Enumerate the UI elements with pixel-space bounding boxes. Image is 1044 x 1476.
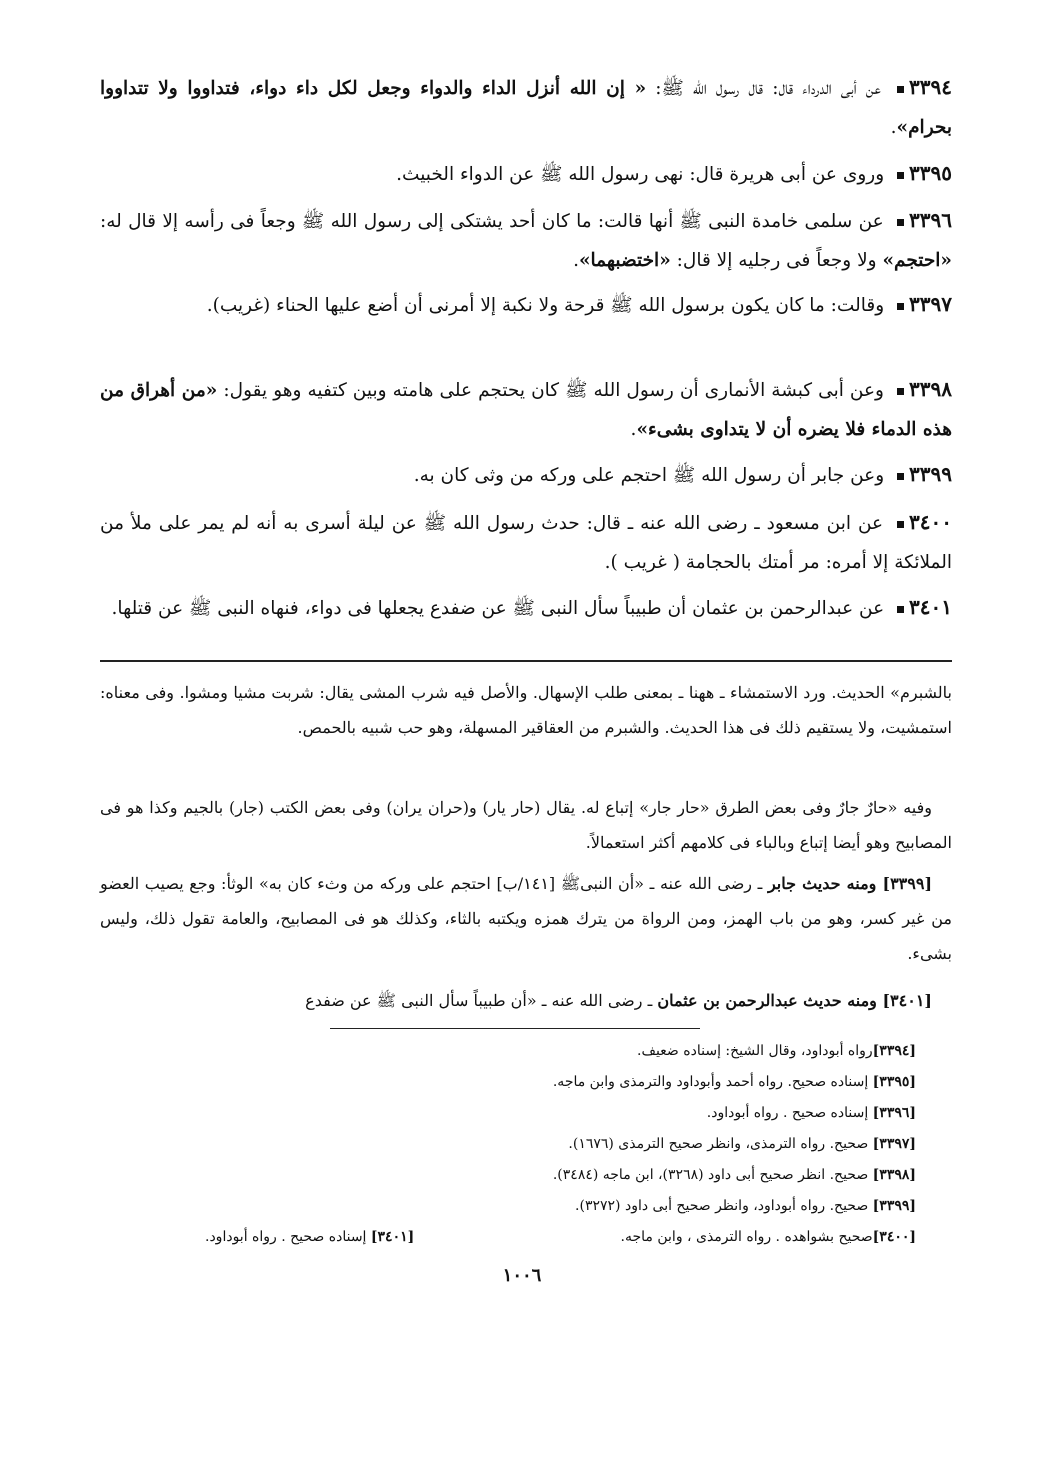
footnote-ref: [٣٤٠٠] xyxy=(872,1229,916,1245)
hadith-punct: . xyxy=(630,419,637,440)
footnote xyxy=(707,1100,916,1126)
hadith-number: ٣٤٠١ xyxy=(909,595,952,619)
hadith-number: ٣٣٩٥ xyxy=(909,161,952,185)
hadith-number: ٣٣٩٦ xyxy=(909,208,952,232)
footnote xyxy=(575,1193,916,1219)
footnote xyxy=(205,1224,414,1250)
hadith-3394 xyxy=(100,68,952,147)
hadith-text: عن ابن مسعود ـ رضى الله عنه ـ قال: حدث رسول الله ﷺ عن ليلة أسرى به أنه لم يمر على ملأ من الملائكة إلا أمره: مر أمتك بالحجامة ( غريب ). xyxy=(100,513,952,573)
page-number: ١٠٠٦ xyxy=(502,1265,542,1286)
section-divider xyxy=(100,660,952,662)
hadith-text: عن سلمى خامدة النبى ﷺ أنها قالت: ما كان أحد يشتكى إلى رسول الله ﷺ وجعاً فى رأسه إلا قال له: xyxy=(100,211,884,232)
hadith-3398 xyxy=(100,370,952,449)
hadith-3399 xyxy=(100,455,952,495)
bullet-square-icon xyxy=(897,86,904,93)
hadith-number: ٣٣٩٤ xyxy=(909,75,952,99)
hadith-3397 xyxy=(100,285,952,325)
hadith-number: ٣٤٠٠ xyxy=(909,510,952,534)
footnote-text: رواه أبوداود، وقال الشيخ: إسناده ضعيف. xyxy=(637,1043,873,1059)
hadith-text: وعن جابر أن رسول الله ﷺ احتجم على وركه من وثى كان به. xyxy=(413,465,885,486)
footnote-text: صحيح. انظر صحيح أبى داود (٣٢٦٨)، ابن ماجه (٣٤٨٤). xyxy=(552,1167,873,1183)
commentary-paragraph xyxy=(100,790,952,860)
footnote-divider xyxy=(330,1028,700,1029)
footnote-ref: [٣٣٩٤] xyxy=(872,1043,916,1059)
footnote-text: صحيح. رواه الترمذى، وانظر صحيح الترمذى (١٦٧٦). xyxy=(568,1136,873,1152)
hadith-text: ولا وجعاً فى رجليه إلا قال: xyxy=(670,250,883,271)
commentary-paragraph xyxy=(100,983,952,1018)
bullet-square-icon xyxy=(897,172,904,179)
footnote-ref: [٣٣٩٨] xyxy=(872,1167,916,1183)
hadith-quote: «احتجم» xyxy=(882,250,952,271)
commentary-paragraph: بالشبرم» الحديث. ورد الاستمشاء ـ ههنا ـ بمعنى طلب الإسهال. والأصل فيه شرب المشى يقال: شربت مشيا ومشوا. وفى معناه: استمشيت، ولا يستقيم ذلك فى هذا الحديث. والشبرم من العقاقير المسهلة، وهو حب شبيه بالحمص. xyxy=(100,683,952,737)
footnote-ref: [٣٣٩٦] xyxy=(872,1105,916,1121)
hadith-text: عن عبدالرحمن بن عثمان أن طبيباً سأل النبى ﷺ عن ضفدع يجعلها فى دواء، فنهاه النبى ﷺ عن قتلها. xyxy=(111,598,885,619)
hadith-quote: «اختضبهما» xyxy=(578,250,671,271)
bullet-square-icon xyxy=(897,303,904,310)
commentary-heading: [٣٣٩٩] ومنه حديث جابر xyxy=(767,874,933,893)
bullet-square-icon xyxy=(897,473,904,480)
footnote xyxy=(621,1224,916,1250)
hadith-quote: «من أهراق من هذه الدماء فلا يضره أن لا يتداوى بشىء» xyxy=(100,380,952,440)
footnote-ref: [٣٣٩٥] xyxy=(872,1074,916,1090)
footnote-text: إسناده صحيح . رواه أبوداود. xyxy=(706,1105,873,1121)
footnote xyxy=(553,1069,916,1095)
commentary-text: ـ رضى الله عنه ـ «أن النبىﷺ [١٤١/ب] احتجم على وركه من وثء كان به» الوثأ: وجع يصيب العضو من غير كسر، وهو من باب الهمز، ومن الرواة من يترك همزه ويكتبه بالثاء، وكذلك هو فى المصابيح، والعامة تقول ذلك، وليس بشىء. xyxy=(100,874,952,963)
footnote xyxy=(553,1162,916,1188)
footnote-text: إسناده صحيح . رواه أبوداود. xyxy=(205,1229,371,1245)
footnote-ref: [٣٤٠١] xyxy=(370,1229,415,1245)
hadith-number: ٣٣٩٨ xyxy=(909,377,953,401)
footnote-ref: [٣٣٩٧] xyxy=(872,1136,916,1152)
hadith-text: وعن أبى كبشة الأنمارى أن رسول الله ﷺ كان يحتجم على هامته وبين كتفيه وهو يقول: xyxy=(217,380,884,401)
hadith-number: ٣٣٩٧ xyxy=(909,292,952,316)
hadith-3395 xyxy=(100,154,952,194)
commentary-heading: [٣٤٠١] ومنه حديث عبدالرحمن بن عثمان xyxy=(657,991,932,1010)
hadith-3400 xyxy=(100,503,952,582)
commentary-text: ـ رضى الله عنه ـ «أن طبيباً سأل النبى ﷺ عن ضفدع xyxy=(305,991,658,1010)
hadith-quote: « إن الله أنزل الداء والدواء وجعل لكل داء دواء، فتداووا ولا تتداووا بحرام» xyxy=(100,78,952,138)
footnote xyxy=(637,1038,916,1064)
footnote-text: صحيح بشواهده . رواه الترمذى ، وابن ماجه. xyxy=(620,1229,873,1245)
hadith-punct: . xyxy=(573,250,579,271)
footnote-text: صحيح. رواه أبوداود، وانظر صحيح أبى داود (٣٢٧٢). xyxy=(575,1198,873,1214)
bullet-square-icon xyxy=(897,521,904,528)
bullet-square-icon xyxy=(897,388,904,395)
hadith-number: ٣٣٩٩ xyxy=(909,462,952,486)
commentary-text: وفيه «حارٌ جارٌ وفى بعض الطرق «حار جار» إتباع له. يقال (حار يار) و(حران يران) وفى بعض الكتب (جار) بالجيم وكذا هو فى المصابيح وهو أيضا إتباع وبالباء فى كلامهم أكثر استعمالاً. xyxy=(100,798,952,852)
footnote-text: إسناده صحيح. رواه أحمد وأبوداود والترمذى وابن ماجه. xyxy=(552,1074,873,1090)
bullet-square-icon xyxy=(897,219,904,226)
hadith-text: وقالت: ما كان يكون برسول الله ﷺ قرحة ولا نكبة إلا أمرنى أن أضع عليها الحناء (غريب). xyxy=(206,295,885,316)
footnote-ref: [٣٣٩٩] xyxy=(872,1198,916,1214)
hadith-text: عن أبى الدرداء قال: قال رسول الله ﷺ: xyxy=(646,78,881,99)
commentary-paragraph xyxy=(100,866,952,971)
hadith-3396 xyxy=(100,201,952,280)
bullet-square-icon xyxy=(897,606,904,613)
hadith-punct: . xyxy=(890,117,897,138)
footnote xyxy=(568,1131,916,1157)
hadith-text: وروى عن أبى هريرة قال: نهى رسول الله ﷺ عن الدواء الخبيث. xyxy=(396,164,885,185)
hadith-3401 xyxy=(100,588,952,628)
